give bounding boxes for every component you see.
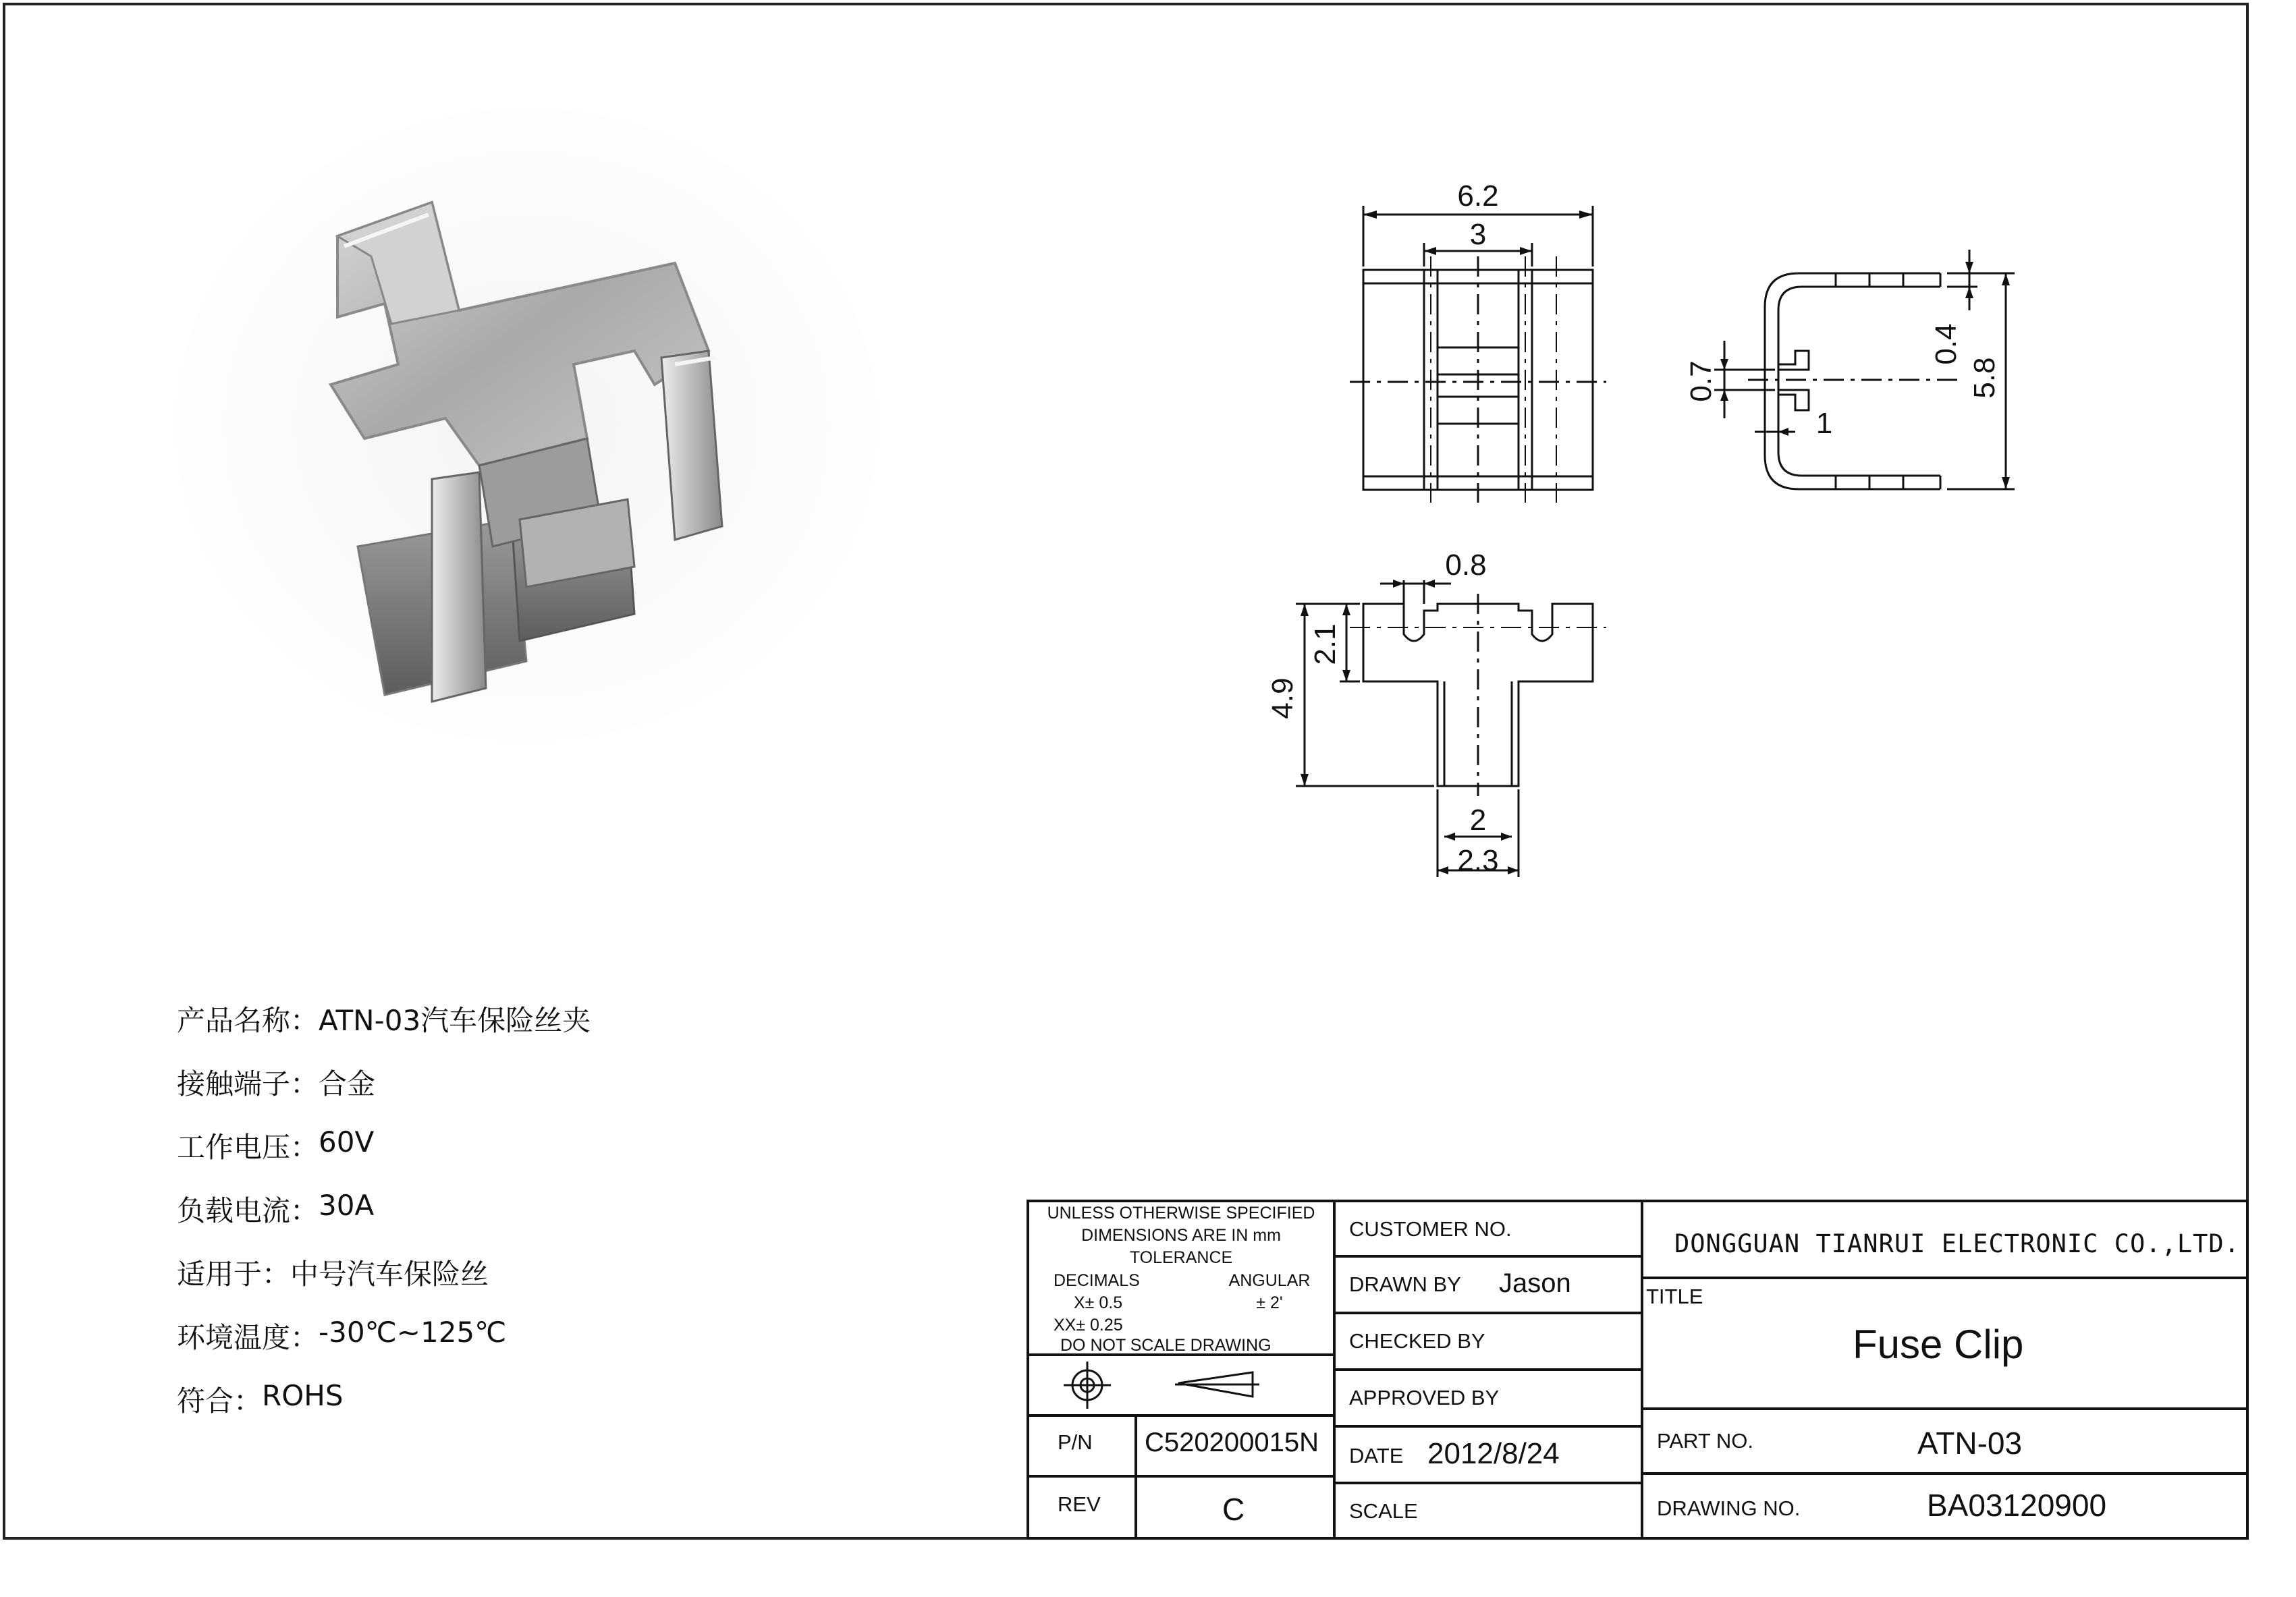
spec-list — [177, 999, 591, 1442]
rev-value: C — [1222, 1492, 1245, 1527]
drawing-value: BA03120900 — [1927, 1488, 2107, 1523]
spec-row — [177, 1062, 591, 1125]
approved-label: APPROVED BY — [1349, 1386, 1500, 1409]
spec-label: 环境温度 — [177, 1321, 291, 1354]
spec-value: 合金 — [319, 1067, 376, 1100]
spec-row — [177, 1316, 591, 1379]
title-block — [1027, 1200, 2249, 1540]
spec-sep: ： — [290, 1004, 319, 1037]
spec-value: -30℃~125℃ — [319, 1316, 507, 1349]
dim-bottom-total-height: 4.9 — [1266, 677, 1299, 719]
drawn-value: Jason — [1499, 1268, 1571, 1298]
spec-label: 产品名称 — [177, 1004, 291, 1037]
spec-value: ROHS — [262, 1379, 344, 1412]
part-label: PART NO. — [1657, 1429, 1753, 1453]
tolerance-line2: DIMENSIONS ARE IN mm — [1081, 1226, 1281, 1245]
decimals-label: DECIMALS — [1054, 1271, 1140, 1290]
customer-label: CUSTOMER NO. — [1349, 1217, 1512, 1241]
spec-sep: ： — [290, 1194, 319, 1227]
part-value: ATN-03 — [1917, 1426, 2023, 1461]
title-value: Fuse Clip — [1853, 1322, 2024, 1367]
position-tolerance-icon — [1064, 1362, 1111, 1409]
pn-value: C520200015N — [1145, 1428, 1319, 1457]
dim-top-width: 6.2 — [1457, 179, 1499, 213]
no-scale-note: DO NOT SCALE DRAWING — [1060, 1336, 1272, 1355]
spec-row — [177, 999, 591, 1062]
angular-label: ANGULAR — [1228, 1271, 1311, 1290]
pn-label: P/N — [1058, 1430, 1093, 1454]
tolerance-line3: TOLERANCE — [1129, 1248, 1233, 1267]
dim-side-slot: 0.4 — [1930, 323, 1963, 365]
scale-label: SCALE — [1349, 1499, 1418, 1523]
dim-side-height: 5.8 — [1968, 357, 2001, 399]
spec-row — [177, 1189, 591, 1252]
spec-value: 60V — [319, 1125, 375, 1158]
title-label: TITLE — [1646, 1285, 1703, 1308]
tolerance-notes — [1029, 1202, 1333, 1269]
dim-top-inner: 3 — [1469, 218, 1487, 251]
spec-sep: ： — [290, 1067, 319, 1100]
dim-stem-outer: 2.3 — [1457, 844, 1499, 877]
spec-sep: ： — [290, 1131, 319, 1164]
spec-value: ATN-03汽车保险丝夹 — [319, 1004, 591, 1037]
date-label: DATE — [1349, 1444, 1404, 1467]
angular-value: ± 2' — [1256, 1293, 1283, 1312]
decimals-column — [1054, 1270, 1188, 1337]
spec-row — [177, 1252, 591, 1316]
dim-bottom-notch: 0.8 — [1445, 549, 1487, 582]
spec-label: 工作电压 — [177, 1131, 291, 1164]
tolerance-line1: UNLESS OTHERWISE SPECIFIED — [1047, 1204, 1315, 1223]
rev-label: REV — [1058, 1492, 1101, 1516]
product-photo — [162, 101, 918, 776]
spec-label: 适用于 — [177, 1258, 263, 1291]
spec-sep: ： — [290, 1321, 319, 1354]
angular-column — [1209, 1270, 1330, 1314]
dim-stem-inner: 2 — [1469, 804, 1487, 837]
spec-value: 中号汽车保险丝 — [290, 1258, 489, 1291]
spec-sep: ： — [262, 1258, 291, 1291]
drawing-label: DRAWING NO. — [1657, 1496, 1801, 1520]
taper-symbol-icon — [1175, 1372, 1259, 1397]
dim-bottom-head-height: 2.1 — [1309, 623, 1342, 665]
drawn-label: DRAWN BY — [1349, 1272, 1461, 1296]
decimal-xx: XX± 0.25 — [1054, 1316, 1123, 1335]
spec-label: 符合 — [177, 1384, 234, 1418]
spec-label: 接触端子 — [177, 1067, 291, 1100]
spec-row — [177, 1379, 591, 1442]
date-value: 2012/8/24 — [1427, 1437, 1560, 1470]
decimal-x: X± 0.5 — [1074, 1293, 1123, 1312]
company-name: DONGGUAN TIANRUI ELECTRONIC CO.,LTD. — [1674, 1229, 2240, 1258]
spec-value: 30A — [319, 1189, 375, 1222]
dim-side-tab: 1 — [1815, 407, 1833, 440]
checked-label: CHECKED BY — [1349, 1329, 1485, 1353]
spec-label: 负载电流 — [177, 1194, 291, 1227]
spec-row — [177, 1125, 591, 1189]
dim-side-gap: 0.7 — [1685, 360, 1718, 402]
spec-sep: ： — [234, 1384, 263, 1418]
